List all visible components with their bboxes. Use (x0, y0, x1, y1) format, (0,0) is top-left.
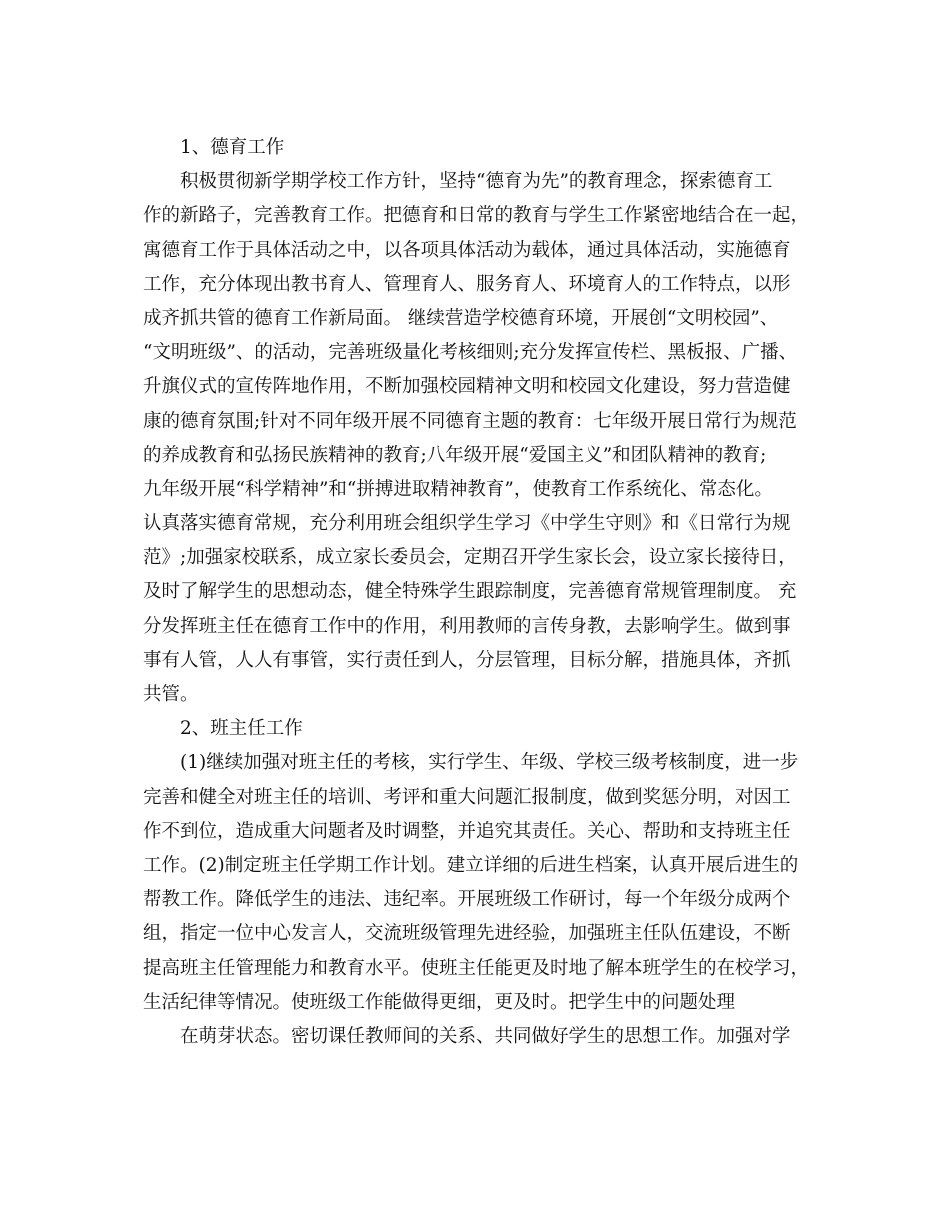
paragraph-line: 事有人管，人人有事管，实行责任到人，分层管理，目标分解，措施具体，齐抓 (143, 649, 791, 671)
paragraph-line: 提高班主任管理能力和教育水平。使班主任能更及时地了解本班学生的在校学习， (143, 957, 810, 979)
section-heading-head-teacher: 2、班主任工作 (180, 718, 303, 740)
paragraph-continuation-line: 在萌芽状态。密切课任教师间的关系、共同做好学生的思想工作。加强对学 (180, 1025, 791, 1047)
paragraph-line: 生活纪律等情况。使班级工作能做得更细，更及时。把学生中的问题处理 (143, 991, 736, 1013)
paragraph-line: “文明班级”、的活动，完善班级量化考核细则;充分发挥宣传栏、黑板报、广播、 (143, 342, 798, 364)
paragraph-line: 成齐抓共管的德育工作新局面。 继续营造学校德育环境，开展创“文明校园”、 (143, 307, 779, 329)
paragraph-line: 作的新路子，完善教育工作。把德育和日常的教育与学生工作紧密地结合在一起， (143, 205, 810, 227)
paragraph-line: 共管。 (143, 684, 199, 705)
paragraph-line: 寓德育工作于具体活动之中，以各项具体活动为载体，通过具体活动，实施德育 (143, 239, 791, 261)
paragraph-line: 认真落实德育常规，充分利用班会组织学生学习《中学生守则》和《日常行为规 (143, 513, 791, 535)
paragraph-line: 康的德育氛围;针对不同年级开展不同德育主题的教育：七年级开展日常行为规范 (143, 410, 797, 432)
paragraph-line: 积极贯彻新学期学校工作方针，坚持“德育为先”的教育理念，探索德育工 (180, 171, 773, 193)
document-body (143, 131, 823, 1054)
paragraph-line: 的养成教育和弘扬民族精神的教育;八年级开展“爱国主义”和团队精神的教育; (143, 444, 767, 466)
section-heading-moral-education: 1、德育工作 (180, 137, 285, 158)
paragraph-line: 分发挥班主任在德育工作中的作用，利用教师的言传身教，去影响学生。做到事 (143, 615, 791, 637)
paragraph-line: 作不到位，造成重大问题者及时调整，并追究其责任。关心、帮助和支持班主任 (143, 820, 791, 842)
paragraph-line: 组，指定一位中心发言人，交流班级管理先进经验，加强班主任队伍建设，不断 (143, 923, 791, 945)
paragraph-line: 工作，充分体现出教书育人、管理育人、服务育人、环境育人的工作特点，以形 (143, 273, 791, 295)
paragraph-line: 工作。(2)制定班主任学期工作计划。建立详细的后进生档案，认真开展后进生的 (143, 854, 799, 876)
paragraph-line: 升旗仪式的宣传阵地作用，不断加强校园精神文明和校园文化建设，努力营造健 (143, 376, 791, 398)
paragraph-line: 范》;加强家校联系，成立家长委员会，定期召开学生家长会，设立家长接待日， (143, 547, 797, 569)
paragraph-line: 帮教工作。降低学生的违法、违纪率。开展班级工作研讨，每一个年级分成两个 (143, 889, 791, 911)
paragraph-line: 九年级开展“科学精神”和“拼搏进取精神教育”，使教育工作系统化、常态化。 (143, 478, 773, 500)
paragraph-line: 及时了解学生的思想动态，健全特殊学生跟踪制度，完善德育常规管理制度。 充 (143, 581, 797, 603)
paragraph-line: 完善和健全对班主任的培训、考评和重大问题汇报制度，做到奖惩分明，对因工 (143, 786, 791, 808)
paragraph-line: (1)继续加强对班主任的考核，实行学生、年级、学校三级考核制度，进一步 (180, 752, 799, 774)
